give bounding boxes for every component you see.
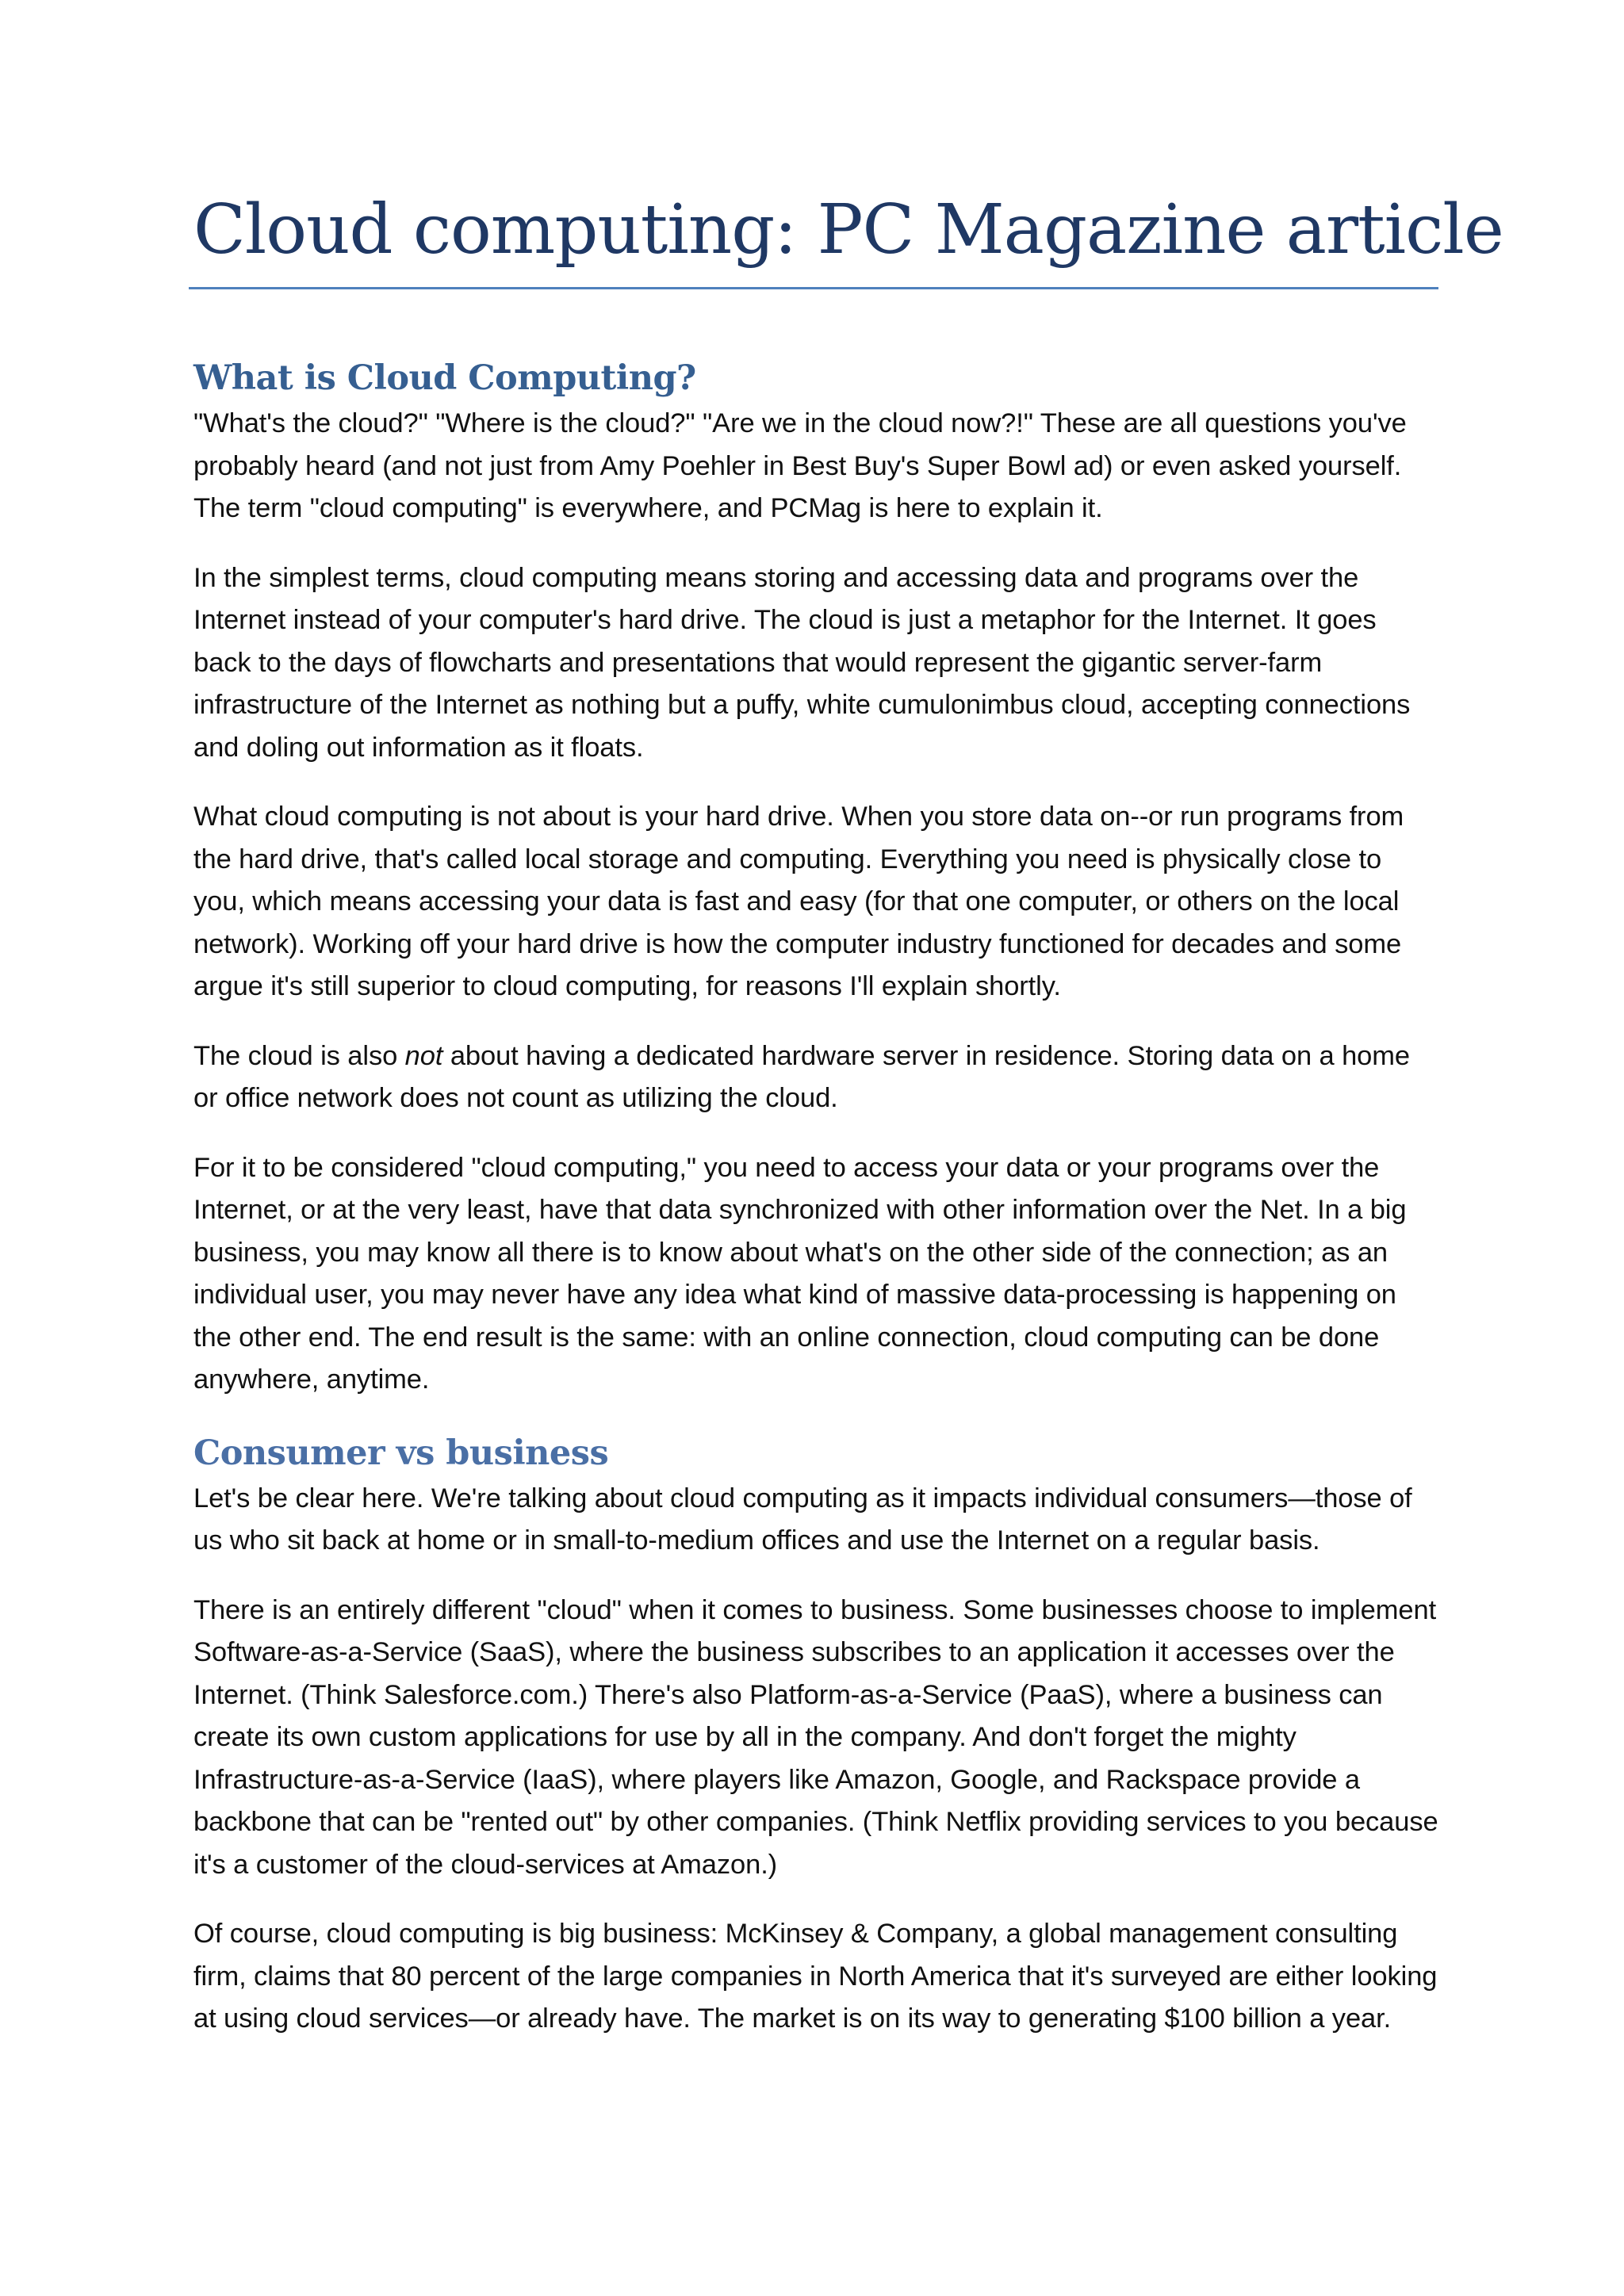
title-underline — [189, 287, 1438, 289]
emphasis-text: not — [404, 1040, 443, 1071]
paragraph: There is an entirely different "cloud" when it comes to business. Some businesses choose to implement Software-as-a-Service (SaaS), where the business subscribes to an application it accesses over the Internet. (Think Salesforce.com.) There's also Platform-as-a-Service (PaaS), where a business can create its own custom applications for use by all in the company. And don't forget the mighty Infrastructure-as-a-Service (IaaS), where players like Amazon, Google, and Rackspace provide a backbone that can be "rented out" by other companies. (Think Netflix providing services to you because it's a customer of the cloud-services at Amazon.) — [193, 1594, 1438, 1880]
paragraph-text: about having a dedicated hardware server in residence. Storing data on a home or office network does not count as utilizing the cloud. — [193, 1040, 1410, 1113]
paragraph: What cloud computing is not about is your hard drive. When you store data on--or run programs from the hard drive, that's called local storage and computing. Everything you need is physically close to you, which means accessing your data is fast and easy (for that one computer, or others on the local network). Working off your hard drive is how the computer industry functioned for decades and some argue it's still superior to cloud computing, for reasons I'll explain shortly. — [193, 802, 1404, 1001]
paragraph: For it to be considered "cloud computing," you need to access your data or your programs over the Internet, or at the very least, have that data synchronized with other information over the Net. In a big business, you may know all there is to know about what's on the other side of the connection; as an individual user, you may never have any idea what kind of massive data-processing is happening on the other end. The end result is the same: with an online connection, cloud computing can be done anywhere, anytime. — [193, 1152, 1407, 1395]
section-what-is-cloud-computing — [193, 354, 1438, 1402]
section-heading: What is Cloud Computing? — [193, 358, 696, 398]
paragraph: "What's the cloud?" "Where is the cloud?" "Are we in the cloud now?!" These are all questions you've probably heard (and not just from Amy Poehler in Best Buy's Super Bowl ad) or even asked yourself. The term "cloud computing" is everywhere, and PCMag is here to explain it. — [193, 408, 1407, 523]
document-content — [193, 182, 1503, 2034]
document-body — [193, 354, 1438, 2068]
paragraph — [193, 1035, 1438, 1120]
paragraph-text: The cloud is also — [193, 1040, 405, 1071]
section-consumer-vs-business — [193, 1429, 1438, 2041]
paragraph: Let's be clear here. We're talking about cloud computing as it impacts individual consumers—those of us who sit back at home or in small-to-medium offices and use the Internet on a regular basis. — [193, 1483, 1412, 1556]
paragraph: In the simplest terms, cloud computing means storing and accessing data and programs over the Internet instead of your computer's hard drive. The cloud is just a metaphor for the Internet. It goes back to the days of flowcharts and presentations that would represent the gigantic server-farm infrastructure of the Internet as nothing but a puffy, white cumulonimbus cloud, accepting connections and doling out information as it floats. — [193, 562, 1411, 763]
document-title: Cloud computing: PC Magazine article — [193, 190, 1503, 270]
section-heading: Consumer vs business — [193, 1433, 609, 1473]
paragraph: Of course, cloud computing is big business: McKinsey & Company, a global management consulting firm, claims that 80 percent of the large companies in North America that it's surveyed are either looking at using cloud services—or already have. The market is on its way to generating $100 billion a year. — [193, 1919, 1438, 2034]
